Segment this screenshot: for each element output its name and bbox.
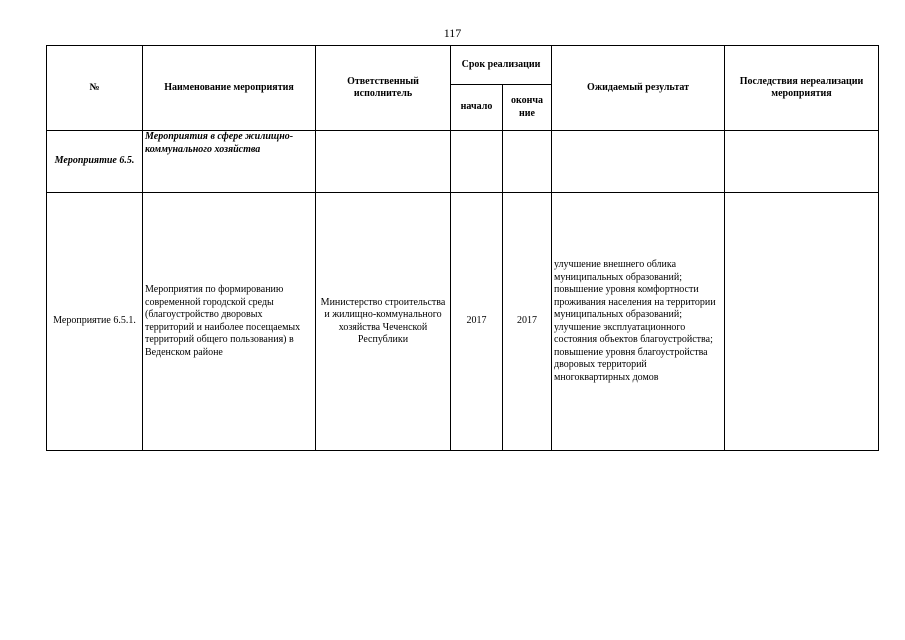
section-executor-cell [316,131,451,193]
header-period: Срок реализации [451,46,552,85]
header-consequences: Последствия нереализации мероприятия [725,46,879,131]
header-number: № [47,46,143,131]
header-row [47,46,879,85]
page-number: 117 [443,26,462,40]
section-name: Мероприятия в сфере жилищно-коммунального хозяйства [143,131,316,193]
header-name: Наименование мероприятия [143,46,316,131]
item-start-year: 2017 [451,193,503,451]
section-end-cell [503,131,552,193]
section-row [47,131,879,193]
item-id: Мероприятие 6.5.1. [47,193,143,451]
item-row [47,193,879,451]
section-consequences-cell [725,131,879,193]
section-id: Мероприятие 6.5. [47,131,143,193]
item-consequences [725,193,879,451]
measures-table [46,45,879,451]
item-executor: Министерство строительства и жилищно-коммунального хозяйства Чеченской Республики [316,193,451,451]
header-result: Ожидаемый результат [552,46,725,131]
header-end: оконча ние [503,85,552,131]
item-name: Мероприятия по формированию современной городской среды (благоустройство дворовых территорий и наиболее посещаемых территорий общего пользования) в Веденском районе [143,193,316,451]
item-end-year: 2017 [503,193,552,451]
section-start-cell [451,131,503,193]
header-executor: Ответственный исполнитель [316,46,451,131]
header-start: начало [451,85,503,131]
item-result: улучшение внешнего облика муниципальных образований; повышение уровня комфортности проживания населения на территории муниципальных образований; улучшение эксплуатационного состояния объектов благоустройства; повышение уровня благоустройства дворовых территорий многоквартирных домов [552,193,725,451]
section-result-cell [552,131,725,193]
